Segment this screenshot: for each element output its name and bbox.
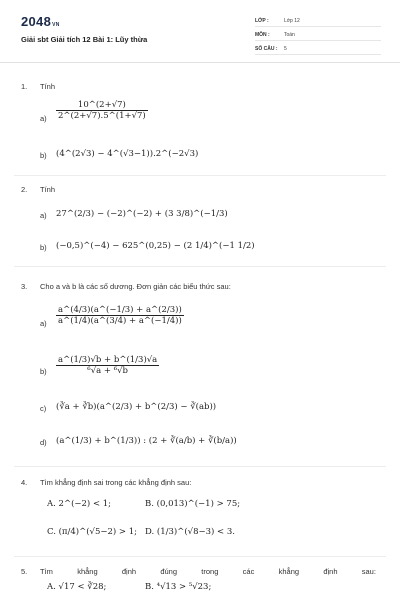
logo-suffix: VN	[52, 22, 60, 28]
fraction-denominator: ⁶√a + ⁶√b	[56, 365, 159, 376]
meta-count-label: SỐ CÂU :	[255, 46, 278, 52]
question-text: Tính	[40, 185, 56, 194]
option-label: A.	[47, 499, 56, 509]
option-label: A.	[47, 582, 56, 592]
option-label: C.	[47, 527, 56, 537]
meta-subject-label: MÔN :	[255, 32, 270, 38]
question-word: Tìm	[40, 567, 53, 576]
page-title: Giải sbt Giải tích 12 Bài 1: Lũy thừa	[21, 35, 148, 44]
option-expression: (0,013)^(−1) > 75;	[156, 499, 241, 509]
meta-subject-value: Toán	[284, 32, 295, 38]
site-logo[interactable]	[21, 14, 60, 29]
part-label: a)	[40, 114, 47, 123]
fraction-numerator: a^(4/3)(a^(−1/3) + a^(2/3))	[58, 305, 182, 315]
option-label: B.	[145, 582, 154, 592]
part-label: b)	[40, 243, 47, 252]
part-label: a)	[40, 319, 47, 328]
question-text: Cho a và b là các số dương. Đơn giản các biểu thức sau:	[40, 282, 231, 291]
question-word: khẳng	[77, 567, 98, 576]
question-number: 1.	[21, 82, 28, 91]
meta-subject	[255, 30, 381, 41]
meta-count	[255, 44, 381, 55]
part-label: b)	[40, 151, 47, 160]
fraction-denominator: 2^(2+√7).5^(1+√7)	[58, 111, 146, 121]
part-label: c)	[40, 404, 47, 413]
option-c	[47, 527, 137, 537]
fraction-numerator: 10^(2+√7)	[77, 100, 126, 110]
meta-grade	[255, 16, 381, 27]
option-expression: 2^(−2) < 1;	[58, 499, 112, 509]
question-number: 3.	[21, 282, 28, 291]
math-expression: 27^(2/3) − (−2)^(−2) + (3 3/8)^(−1/3)	[56, 209, 228, 219]
math-expression: (a^(1/3) + b^(1/3)) : (2 + ∛(a/b) + ∛(b/a))	[56, 436, 237, 446]
math-expression	[56, 355, 159, 376]
logo-text: 2048	[21, 14, 52, 29]
option-b	[145, 499, 240, 509]
question-word: định	[323, 567, 338, 576]
fraction-denominator: a^(1/4)(a^(3/4) + a^(−1/4))	[58, 316, 182, 326]
question-word: trong	[201, 567, 219, 576]
option-label: B.	[145, 499, 154, 509]
question-word: sau:	[361, 567, 376, 576]
question-text	[40, 567, 376, 576]
question-word: khẳng	[278, 567, 300, 576]
question-word: đúng	[160, 567, 178, 576]
math-expression: (∛a + ∛b)(a^(2/3) + b^(2/3) − ∛(ab))	[56, 402, 217, 412]
divider	[14, 175, 386, 176]
option-label: D.	[145, 527, 155, 537]
option-expression: (1/3)^(√8−3) < 3.	[156, 527, 235, 537]
divider	[14, 466, 386, 467]
divider	[14, 556, 386, 557]
option-expression: √17 < ∛28;	[58, 582, 107, 592]
option-expression: (π/4)^(√5−2) > 1;	[58, 527, 138, 537]
option-expression: ⁴√13 > ⁵√23;	[156, 582, 212, 592]
option-a	[47, 499, 111, 509]
part-label: d)	[40, 438, 47, 447]
option-b	[145, 582, 211, 592]
question-number: 2.	[21, 185, 28, 194]
part-label: a)	[40, 211, 47, 220]
meta-count-value: 5	[284, 46, 287, 52]
question-number: 4.	[21, 478, 28, 487]
page-header	[0, 0, 400, 63]
math-expression	[56, 305, 184, 326]
question-text: Tính	[40, 82, 56, 91]
math-expression	[56, 100, 148, 121]
fraction-numerator: a^(1/3)√b + b^(1/3)√a	[58, 355, 158, 365]
meta-grade-label: LỚP :	[255, 18, 269, 24]
question-word: định	[121, 567, 137, 576]
meta-grade-value: Lớp 12	[284, 18, 300, 24]
math-expression: (−0,5)^(−4) − 625^(0,25) − (2 1/4)^(−1 1/2)	[56, 241, 255, 251]
question-text: Tìm khẳng định sai trong các khẳng định sau:	[40, 478, 192, 487]
divider	[14, 266, 386, 267]
part-label: b)	[40, 367, 47, 376]
option-d	[145, 527, 235, 537]
question-word: các	[242, 567, 255, 576]
math-expression: (4^(2√3) − 4^(√3−1)).2^(−2√3)	[56, 149, 199, 159]
question-number: 5.	[21, 567, 28, 576]
option-a	[47, 582, 106, 592]
